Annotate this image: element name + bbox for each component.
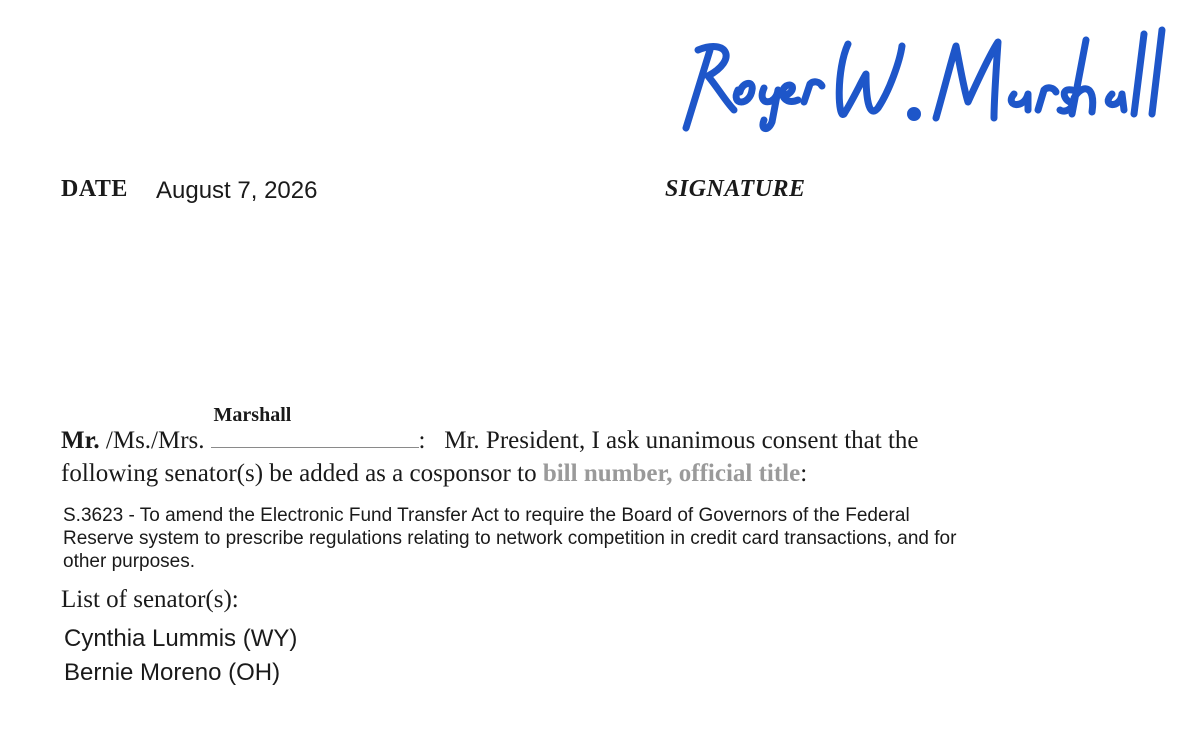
title-prefix: Mr. <box>61 427 100 454</box>
signature-label: SIGNATURE <box>665 176 806 202</box>
senator-name-field <box>211 404 419 448</box>
request-text-line-2: following senator(s) be added as a cosponsor to <box>61 460 537 487</box>
cosponsor-list <box>64 622 297 690</box>
cosponsor-name: Cynthia Lummis (WY) <box>64 625 298 652</box>
request-text-line-1: Mr. President, I ask unanimous consent that the <box>444 427 919 454</box>
line2-colon: : <box>800 460 808 487</box>
cosponsor-name: Bernie Moreno (OH) <box>64 659 281 686</box>
handwritten-signature <box>668 10 1168 140</box>
date-label: DATE <box>61 176 128 202</box>
date-value: August 7, 2026 <box>156 177 318 204</box>
bill-description: S.3623 - To amend the Electronic Fund Transfer Act to require the Board of Governors of the Federal Reserve system to prescribe regulations relating to network competition in credit card transactions, and for other purposes. <box>63 505 957 572</box>
title-options: /Ms./Mrs. <box>99 427 205 454</box>
name-colon: : <box>418 427 426 454</box>
bill-placeholder: bill number, official title <box>542 460 801 487</box>
senator-name: Marshall <box>213 404 292 426</box>
salutation-line <box>61 404 919 455</box>
cosponsor-list-label: List of senator(s): <box>61 586 239 613</box>
request-line-2 <box>61 460 807 488</box>
